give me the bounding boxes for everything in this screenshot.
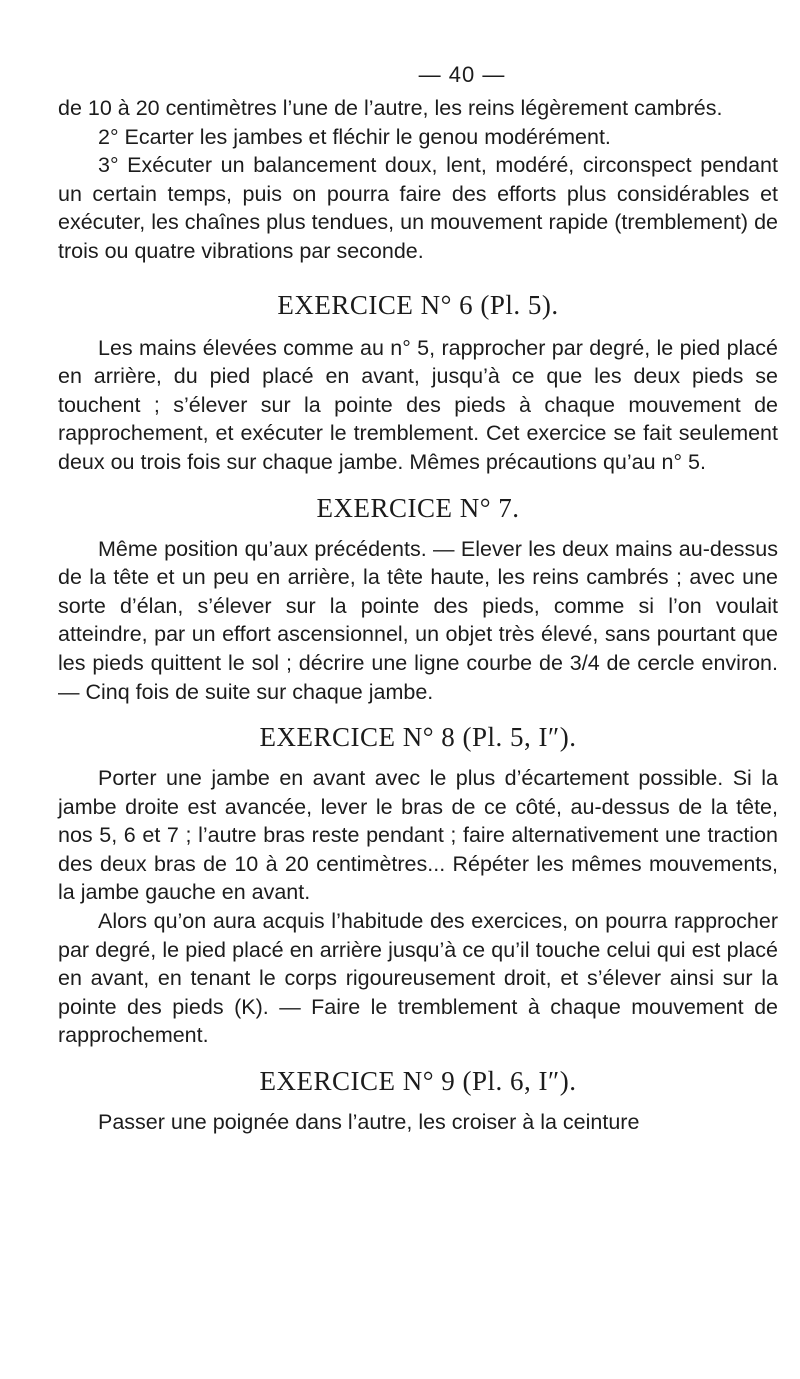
exercise-7-heading: EXERCICE N° 7.	[316, 492, 520, 523]
paragraph-step-2: 2° Ecarter les jambes et fléchir le genou modérément.	[98, 124, 611, 149]
exercise-8-text: Porter une jambe en avant avec le plus d’écartement possible. Si la jambe droite est avancée, lever le bras de ce côté, au-dessus de la tête, nos 5, 6 et 7 ; l’autre bras reste pendant ; faire alternativement une traction des deux bras de 10 à 20 centimètres... Répéter les mêmes mouvements, la jambe gauche en avant.	[58, 766, 778, 905]
paragraph-step-3: 3° Exécuter un balancement doux, lent, modéré, circonspect pendant un certain temps, puis on pourra faire des efforts plus considérables et exécuter, les chaînes plus tendues, un mouvement rapide (tremblement) de trois ou quatre vibrations par seconde.	[58, 153, 778, 263]
paragraph-continuation: de 10 à 20 centimètres l’une de l’autre, les reins légèrement cambrés.	[58, 96, 723, 120]
exercise-6-text: Les mains élevées comme au n° 5, rapprocher par degré, le pied placé en arrière, du pied placé en avant, jusqu’à ce que les deux pieds se touchent ; s’élever sur la pointe des pieds à chaque mouvement de rapprochement, et exécuter le tremblement. Cet exercice se fait seulement deux ou trois fois sur chaque jambe. Mêmes précautions qu’au n° 5.	[58, 335, 778, 474]
exercise-8-text-continued: Alors qu’on aura acquis l’habitude des exercices, on pourra rapprocher par degré, le pied placé en arrière jusqu’à ce qu’il touche celui qui est placé en avant, en tenant le corps rigoureusement droit, et s’élever ainsi sur la pointe des pieds (K). — Faire le tremblement à chaque mouvement de rapprochement.	[58, 909, 778, 1048]
page-number: — 40 —	[418, 62, 506, 87]
exercise-7-text: Même position qu’aux précédents. — Elever les deux mains au-dessus de la tête et un peu en arrière, la tête haute, les reins cambrés ; avec une sorte d’élan, s’élever sur la pointe des pieds, comme si l’on voulait atteindre, par un effort ascensionnel, un objet très élevé, sans pourtant que les pieds quittent le sol ; décrire une ligne courbe de 3/4 de cercle environ.— Cinq fois de suite sur chaque jambe.	[58, 536, 778, 704]
exercise-8-heading: EXERCICE N° 8 (Pl. 5, I″).	[259, 722, 577, 753]
exercise-9-heading: EXERCICE N° 9 (Pl. 6, I″).	[259, 1066, 577, 1097]
exercise-9-text: Passer une poignée dans l’autre, les croiser à la ceinture	[98, 1110, 640, 1135]
book-page	[58, 62, 778, 1137]
exercise-6-heading: EXERCICE N° 6 (Pl. 5).	[277, 289, 559, 320]
